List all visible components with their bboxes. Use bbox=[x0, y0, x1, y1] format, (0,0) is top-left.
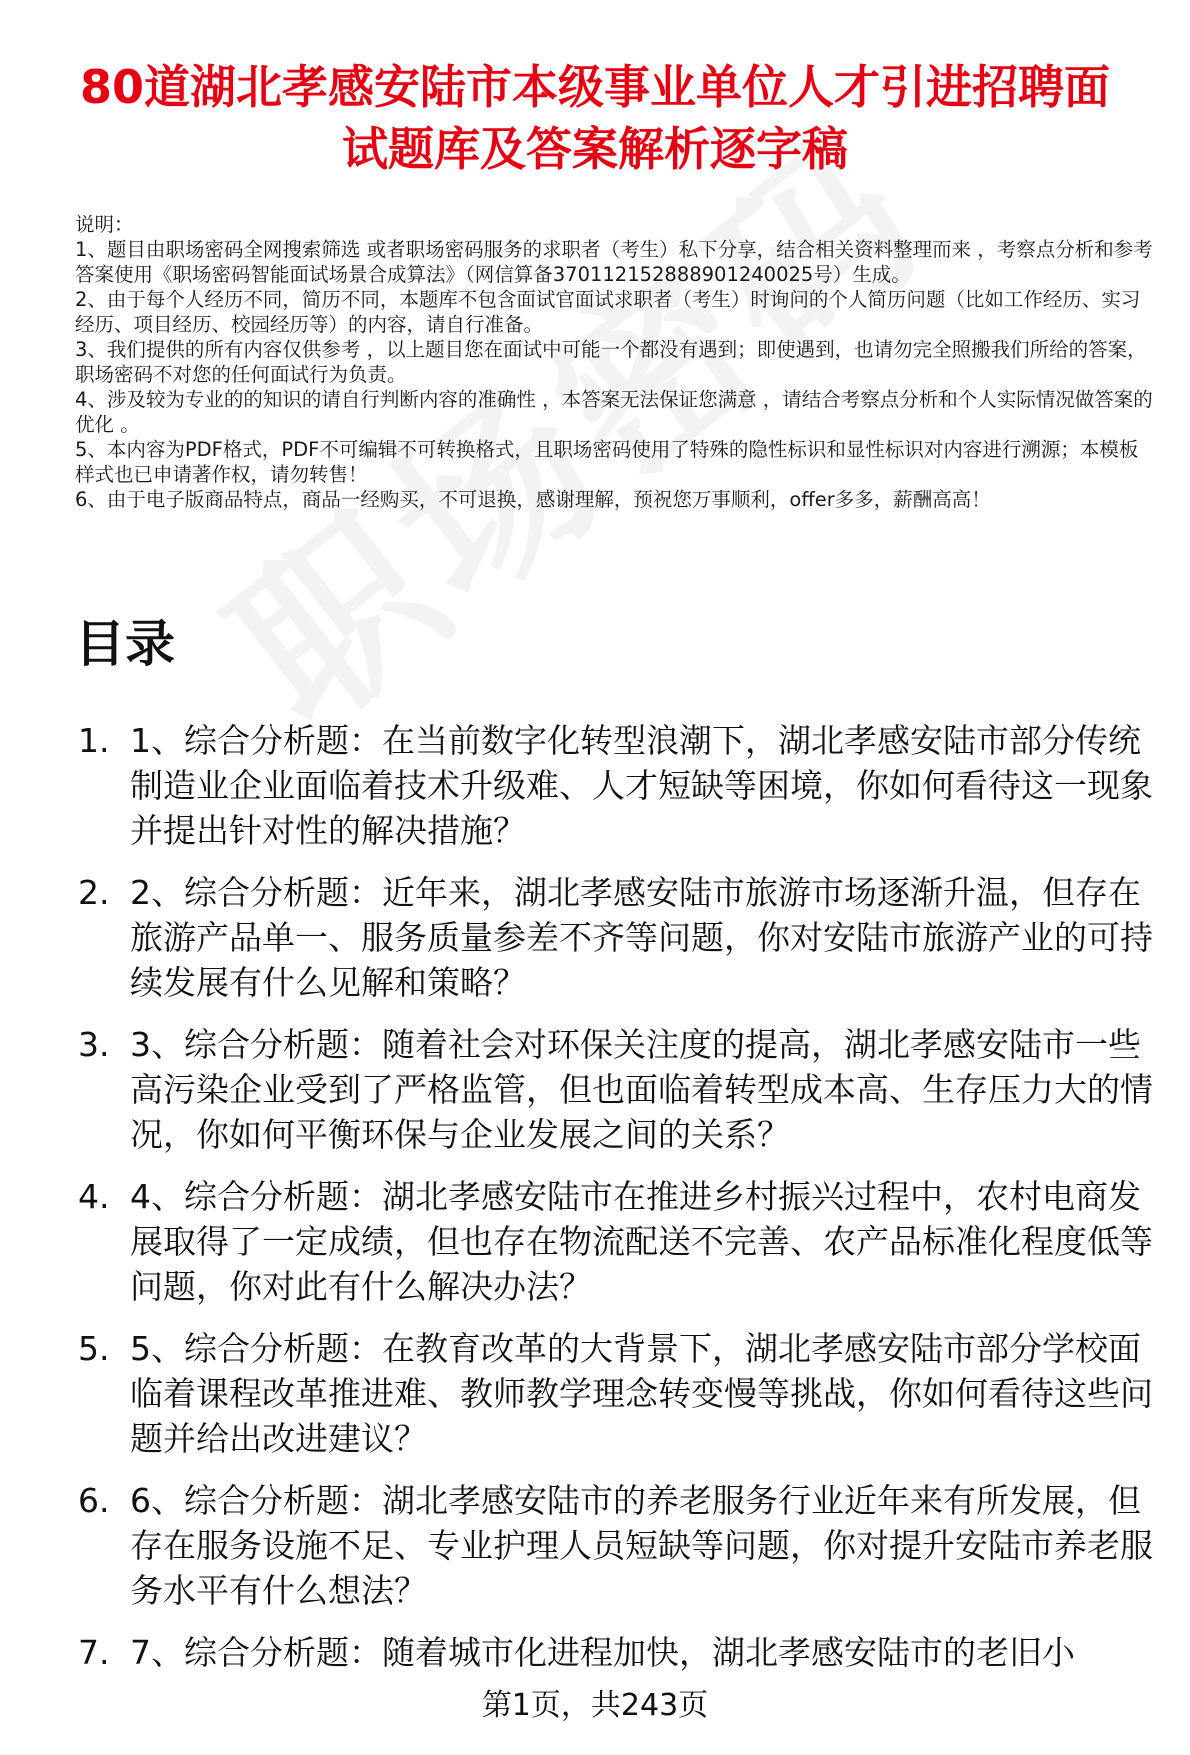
toc-item[interactable] bbox=[78, 1630, 1168, 1675]
toc-item[interactable] bbox=[78, 1022, 1168, 1157]
toc-item[interactable] bbox=[78, 1478, 1168, 1613]
toc-item-text[interactable]: 6、综合分析题：湖北孝感安陆市的养老服务行业近年来有所发展，但存在服务设施不足、专业护理人员短缺等问题，你对提升安陆市养老服务水平有什么想法？ bbox=[130, 1481, 1153, 1610]
document-title: 80道湖北孝感安陆市本级事业单位人才引进招聘面试题库及答案解析逐字稿 bbox=[79, 60, 1110, 176]
toc-item-text[interactable]: 7、综合分析题：随着城市化进程加快，湖北孝感安陆市的老旧小 bbox=[130, 1633, 1075, 1672]
toc-item[interactable] bbox=[78, 1326, 1168, 1461]
toc-list bbox=[78, 718, 1168, 1692]
toc-item[interactable] bbox=[78, 718, 1168, 853]
toc-item-number: 7. bbox=[78, 1633, 110, 1672]
notes-section bbox=[75, 212, 1155, 512]
note-item: 5、本内容为PDF格式，PDF不可编辑不可转换格式，且职场密码使用了特殊的隐性标识和显性标识对内容进行溯源；本模板样式也已申请著作权，请勿转售！ bbox=[75, 438, 1139, 486]
toc-item-number: 5. bbox=[78, 1329, 110, 1368]
toc-item-number: 1. bbox=[78, 721, 110, 760]
page-number: 第1页，共243页 bbox=[481, 1688, 709, 1723]
toc-item-text[interactable]: 5、综合分析题：在教育改革的大背景下，湖北孝感安陆市部分学校面临着课程改革推进难、教师教学理念转变慢等挑战，你如何看待这些问题并给出改进建议？ bbox=[130, 1329, 1153, 1458]
toc-item-number: 6. bbox=[78, 1481, 110, 1520]
note-item: 4、涉及较为专业的的知识的请自行判断内容的准确性 ，本答案无法保证您满意 ，请结合考察点分析和个人实际情况做答案的优化 。 bbox=[75, 388, 1153, 436]
note-item: 2、由于每个人经历不同，简历不同，本题库不包含面试官面试求职者（考生）时询问的个人简历问题（比如工作经历、实习经历、项目经历、校园经历等）的内容，请自行准备。 bbox=[75, 288, 1141, 336]
toc-item-number: 4. bbox=[78, 1177, 110, 1216]
toc-item-number: 2. bbox=[78, 873, 110, 912]
note-item: 1、题目由职场密码全网搜索筛选 或者职场密码服务的求职者（考生）私下分享，结合相关资料整理而来 ，考察点分析和参考答案使用《职场密码智能面试场景合成算法》（网信算备370112152888901240025号）生成。 bbox=[75, 238, 1153, 286]
toc-item-text[interactable]: 2、综合分析题：近年来，湖北孝感安陆市旅游市场逐渐升温，但存在旅游产品单一、服务质量参差不齐等问题，你对安陆市旅游产业的可持续发展有什么见解和策略？ bbox=[130, 873, 1153, 1002]
toc-heading: 目录 bbox=[75, 615, 175, 673]
toc-item[interactable] bbox=[78, 1174, 1168, 1309]
note-item: 6、由于电子版商品特点，商品一经购买，不可退换，感谢理解，预祝您万事顺利，offer多多，薪酬高高！ bbox=[75, 488, 991, 511]
toc-item-text[interactable]: 3、综合分析题：随着社会对环保关注度的提高，湖北孝感安陆市一些高污染企业受到了严格监管，但也面临着转型成本高、生存压力大的情况，你如何平衡环保与企业发展之间的关系？ bbox=[130, 1025, 1153, 1154]
toc-item-text[interactable]: 1、综合分析题：在当前数字化转型浪潮下，湖北孝感安陆市部分传统制造业企业面临着技术升级难、人才短缺等困境，你如何看待这一现象并提出针对性的解决措施？ bbox=[130, 721, 1153, 850]
toc-item-text[interactable]: 4、综合分析题：湖北孝感安陆市在推进乡村振兴过程中，农村电商发展取得了一定成绩，但也存在物流配送不完善、农产品标准化程度低等问题，你对此有什么解决办法？ bbox=[130, 1177, 1153, 1306]
toc-item-number: 3. bbox=[78, 1025, 110, 1064]
notes-heading: 说明： bbox=[75, 213, 134, 236]
note-item: 3、我们提供的所有内容仅供参考 ，以上题目您在面试中可能一个都没有遇到；即使遇到，也请勿完全照搬我们所给的答案，职场密码不对您的任何面试行为负责。 bbox=[75, 338, 1147, 386]
toc-item[interactable] bbox=[78, 870, 1168, 1005]
